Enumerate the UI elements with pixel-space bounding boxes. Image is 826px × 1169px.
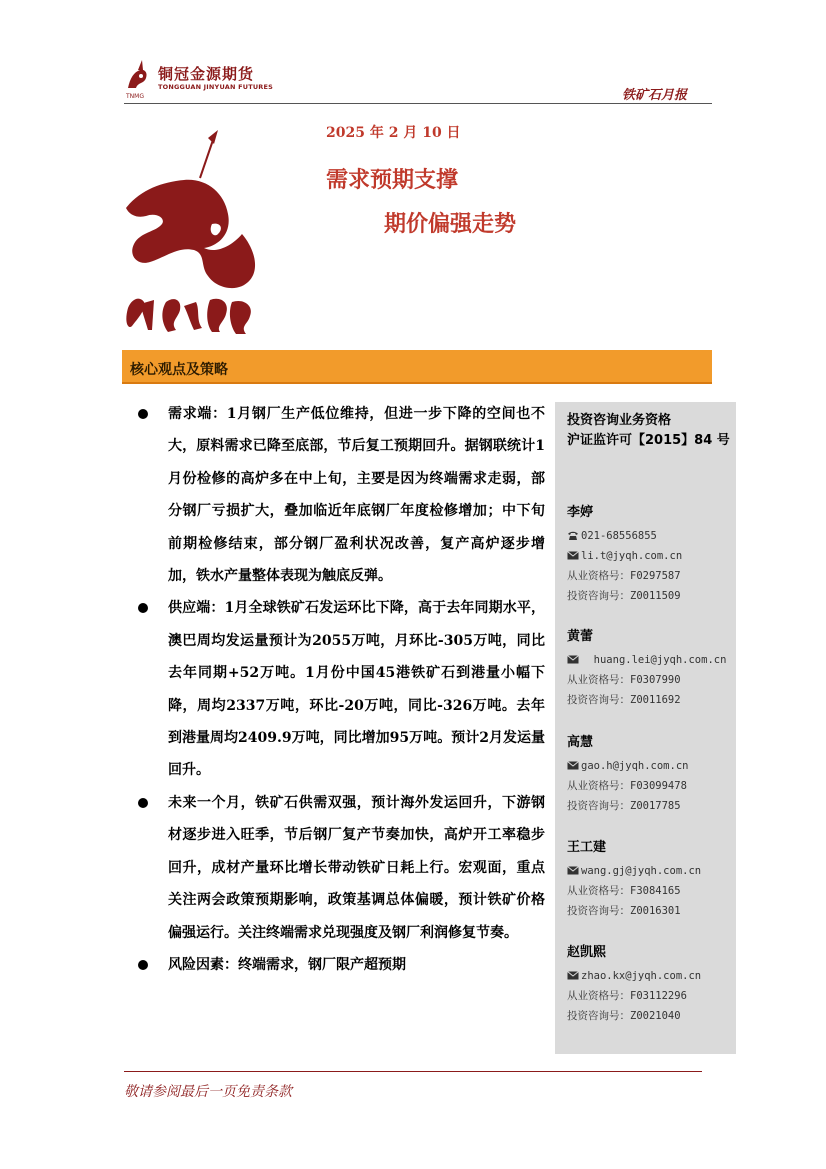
disclaimer-note: 敬请参阅最后一页免责条款 [124,1084,292,1100]
analyst-email[interactable]: huang.lei@jyqh.com.cn [593,654,727,666]
analyst-name: 赵凯熙 [567,945,607,960]
analyst-license: 从业资格号：F0297587 [567,570,681,582]
footer-divider [124,1071,702,1072]
analyst-consult-no: 投资咨询号：Z0017785 [567,800,681,812]
analyst-card [567,836,737,921]
bullet-outlook: 未来一个月，铁矿石供需双强，预计海外发运回升，下游钢材逐步进入旺季，节后钢厂复产节奏加快，高炉开工率稳步回升，成材产量环比增长带动铁矿日耗上行。宏观面，重点关注两会政策预期影响，政策基调总体偏暖，预计铁矿价格偏强运行。关注终端需求兑现强度及钢厂利润修复节奏。 [130,787,545,949]
mail-icon [567,971,579,980]
phone-icon [567,531,579,540]
analyst-card [567,501,737,606]
mail-icon [567,551,579,560]
report-title-line2: 期价偏强走势 [384,212,517,237]
mail-icon [567,761,579,770]
analyst-name: 高慧 [567,735,594,750]
analyst-email[interactable]: zhao.kx@jyqh.com.cn [581,970,702,982]
mail-icon [567,866,579,875]
analyst-email[interactable]: wang.gj@jyqh.com.cn [581,865,702,877]
section-title: 核心观点及策略 [130,362,228,378]
analyst-name: 李婷 [567,505,594,520]
bullet-dot-icon [138,409,148,419]
header-divider [124,103,712,104]
analyst-email[interactable]: gao.h@jyqh.com.cn [581,760,689,772]
analyst-consult-no: 投资咨询号：Z0016301 [567,905,681,917]
bullet-risk: 风险因素：终端需求，钢厂限产超预期 [130,949,545,981]
analyst-phone: 021-68556855 [581,530,657,542]
analyst-license: 从业资格号：F3084165 [567,885,681,897]
mail-icon [567,655,579,664]
bullet-dot-icon [138,960,148,970]
tongling-emblem-icon [120,130,270,340]
company-abbr: TNMG [126,93,144,100]
report-title-line1: 需求预期支撑 [326,168,459,193]
analyst-consult-no: 投资咨询号：Z0021040 [567,1010,681,1022]
analyst-consult-no: 投资咨询号：Z0011509 [567,590,681,602]
analyst-card [567,731,737,816]
company-logo-icon [124,58,152,94]
analyst-license: 从业资格号：F03112296 [567,990,687,1002]
analyst-email[interactable]: li.t@jyqh.com.cn [581,550,683,562]
company-name-en: TONGGUAN JINYUAN FUTURES [158,83,274,91]
analyst-card [567,625,737,710]
analyst-name: 王工建 [567,840,607,855]
report-type: 铁矿石月报 [622,88,688,103]
analyst-license: 从业资格号：F0307990 [567,674,681,686]
core-views-list [130,398,545,981]
bullet-supply: 供应端：1月全球铁矿石发运环比下降，高于去年同期水平，澳巴周均发运量预计为2055万吨，月环比-305万吨，同比去年同期+52万吨。1月份中国45港铁矿石到港量小幅下降，周均2337万吨，环比-20万吨，同比-326万吨。去年到港量周均2409.9万吨，同比增加95万吨。预计2月发运量回升。 [130,592,545,786]
report-date: 2025 年 2 月 10 日 [326,125,461,141]
company-name-cn: 铜冠金源期货 [158,65,255,83]
bullet-demand: 需求端：1月钢厂生产低位维持，但进一步下降的空间也不大，原料需求已降至底部，节后复工预期回升。据钢联统计1月份检修的高炉多在中上旬，主要是因为终端需求走弱，部分钢厂亏损扩大，叠加临近年底钢厂年度检修增加；中下旬前期检修结束，部分钢厂盈利状况改善，复产高炉逐步增加，铁水产量整体表现为触底反弹。 [130,398,545,592]
analyst-name: 黄蕾 [567,629,594,644]
bullet-dot-icon [138,603,148,613]
analyst-consult-no: 投资咨询号：Z0011692 [567,694,681,706]
qualification-info: 投资咨询业务资格 沪证监许可【2015】84 号 [567,413,730,448]
analyst-card [567,941,737,1026]
analyst-license: 从业资格号：F03099478 [567,780,687,792]
bullet-dot-icon [138,798,148,808]
